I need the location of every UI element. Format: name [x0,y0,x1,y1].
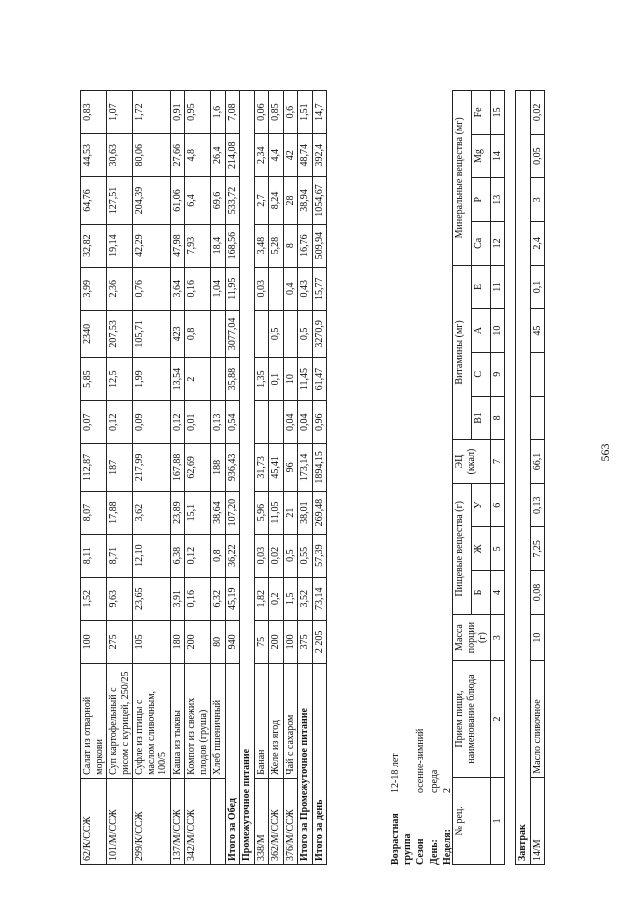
menu-table-bottom [452,90,545,865]
week-value: 2 [442,788,453,793]
value-cell: 30,63 [107,134,133,177]
value-cell: 2,7 [254,177,269,224]
season-label: Сезон [415,838,426,865]
value-cell: 4,8 [185,134,211,177]
value-cell: 275 [107,620,133,663]
value-cell: 1,35 [254,358,269,401]
value-cell: 0,5 [269,310,284,357]
value-cell: 188 [211,444,226,491]
dish-name: Чай с сахаром [283,663,298,778]
total-value: 16,76 [298,224,313,267]
total-value: 936,43 [225,444,240,491]
value-cell: 21 [283,491,298,534]
value-cell: 0,76 [133,267,171,310]
total-value: 38,01 [298,491,313,534]
breakfast-section-row [516,91,531,865]
total-value: 3077,04 [225,310,240,357]
value-cell: 0,02 [530,91,545,135]
total-value: 392,4 [312,134,327,177]
value-cell: 19,14 [107,224,133,267]
value-cell: 80,06 [133,134,171,177]
value-cell: 0,12 [185,534,211,577]
total-value: 57,39 [312,534,327,577]
value-cell [269,267,284,310]
subheader-cell: Р [471,178,490,222]
menu-table-top-body [81,91,327,865]
total-value: 0,54 [225,401,240,444]
value-cell: 2 [185,358,211,401]
value-cell: 2340 [81,310,107,357]
value-cell: 23,89 [170,491,185,534]
table-row [283,91,298,865]
value-cell: 26,4 [211,134,226,177]
value-cell: 1,72 [133,91,171,134]
value-cell: 7,93 [185,224,211,267]
total-value: 1,51 [298,91,313,134]
value-cell: 105 [133,620,171,663]
value-cell: 45 [530,309,545,353]
total-value: 11,95 [225,267,240,310]
table-row [81,91,107,865]
subheader-cell: С [471,352,490,396]
value-cell: 200 [269,620,284,663]
total-value: 509,94 [312,224,327,267]
index-cell: 7 [490,440,505,484]
value-cell: 31,73 [254,444,269,491]
value-cell: 4,4 [269,134,284,177]
table-row [133,91,171,865]
header-mass: Масса порции (г) [453,614,491,661]
value-cell [283,310,298,357]
value-cell: 187 [107,444,133,491]
value-cell: 0,08 [530,571,545,615]
value-cell: 2,4 [530,222,545,266]
value-cell: 217,99 [133,444,171,491]
total-value: 15,77 [312,267,327,310]
value-cell: 0,16 [185,577,211,620]
index-cell: 14 [490,134,505,178]
value-cell [254,401,269,444]
total-value: 940 [225,620,240,663]
subheader-cell: Са [471,222,490,266]
value-cell: 3,91 [170,577,185,620]
total-value: 269,48 [312,491,327,534]
value-cell: 75 [254,620,269,663]
index-cell: 3 [490,614,505,661]
value-cell: 2,34 [254,134,269,177]
value-cell: 3,64 [170,267,185,310]
value-cell: 42,29 [133,224,171,267]
value-cell [254,310,269,357]
value-cell: 17,88 [107,491,133,534]
total-value: 168,56 [225,224,240,267]
value-cell: 207,53 [107,310,133,357]
index-cell: 11 [490,265,505,309]
value-cell: 12,10 [133,534,171,577]
value-cell [530,352,545,396]
value-cell: 80 [211,620,226,663]
value-cell: 0,8 [211,534,226,577]
total-value: 35,88 [225,358,240,401]
index-cell: 13 [490,178,505,222]
value-cell: 64,76 [81,177,107,224]
table-row [170,91,185,865]
total-value: 73,14 [312,577,327,620]
value-cell: 0,01 [185,401,211,444]
value-cell [211,310,226,357]
value-cell: 3,48 [254,224,269,267]
total-value: 0,5 [298,310,313,357]
value-cell: 0,04 [283,401,298,444]
header-nutrients: Пищевые вещества (г) [453,483,472,614]
value-cell [211,358,226,401]
meta-block [390,725,456,865]
value-cell: 1,04 [211,267,226,310]
value-cell: 1,07 [107,91,133,134]
index-cell: 5 [490,527,505,571]
value-cell [269,401,284,444]
recipe-code: 376/М/ССЖ [283,778,298,864]
value-cell: 1,5 [283,577,298,620]
total-value: 1894,15 [312,444,327,491]
value-cell: 23,65 [133,577,171,620]
subheader-cell: Е [471,265,490,309]
recipe-code: 338/М [254,778,269,864]
value-cell: 44,53 [81,134,107,177]
value-cell: 0,07 [81,401,107,444]
day-label: День: [428,839,440,865]
table-row [211,91,226,865]
dish-name: Желе из ягод [269,663,284,778]
total-value: 3,52 [298,577,313,620]
snack-section-row [240,91,255,865]
total-value: 533,72 [225,177,240,224]
value-cell: 61,06 [170,177,185,224]
recipe-code: 362/М/ССЖ [269,778,284,864]
total-label: Итого за Обед [225,663,240,864]
value-cell: 1,82 [254,577,269,620]
table-row [185,91,211,865]
total-value: 107,20 [225,491,240,534]
recipe-code: 137/М/ССЖ [170,778,185,864]
value-cell: 0,09 [133,401,171,444]
subheader-cell: Б [471,571,490,615]
value-cell: 62,69 [185,444,211,491]
value-cell: 8 [283,224,298,267]
value-cell: 10 [283,358,298,401]
value-cell: 112,87 [81,444,107,491]
total-lunch-row [225,91,240,865]
total-value: 173,14 [298,444,313,491]
value-cell: 5,96 [254,491,269,534]
value-cell: 1,99 [133,358,171,401]
total-value: 14,7 [312,91,327,134]
value-cell: 15,1 [185,491,211,534]
value-cell: 180 [170,620,185,663]
value-cell: 5,85 [81,358,107,401]
value-cell: 28 [283,177,298,224]
value-cell: 100 [81,620,107,663]
value-cell: 0,4 [283,267,298,310]
value-cell: 8,71 [107,534,133,577]
value-cell: 423 [170,310,185,357]
value-cell: 8,24 [269,177,284,224]
menu-table-top [80,90,327,865]
value-cell: 3 [530,178,545,222]
table-row [530,91,545,865]
index-cell: 15 [490,91,505,135]
week-label: Неделя: [442,829,453,865]
subheader-cell: Fe [471,91,490,135]
value-cell: 9,63 [107,577,133,620]
value-cell: 42 [283,134,298,177]
value-cell: 13,54 [170,358,185,401]
index-cell: 8 [490,396,505,440]
value-cell: 0,03 [254,267,269,310]
total-day-row [312,91,327,865]
value-cell: 32,82 [81,224,107,267]
value-cell: 0,95 [185,91,211,134]
index-cell: 2 [490,661,505,777]
value-cell: 1,52 [81,577,107,620]
value-cell: 45,41 [269,444,284,491]
value-cell: 6,4 [185,177,211,224]
value-cell: 0,6 [283,91,298,134]
subheader-cell: Ж [471,527,490,571]
index-cell: 10 [490,309,505,353]
value-cell: 0,02 [269,534,284,577]
total-value: 1054,67 [312,177,327,224]
header-vitamins: Витамины (мг) [453,265,472,440]
value-cell: 96 [283,444,298,491]
value-cell: 38,64 [211,491,226,534]
value-cell: 167,88 [170,444,185,491]
index-cell: 12 [490,222,505,266]
table-row [254,91,269,865]
total-value: 214,08 [225,134,240,177]
value-cell: 12,5 [107,358,133,401]
value-cell: 0,06 [254,91,269,134]
header-minerals: Минеральные вещества (мг) [453,91,472,266]
subheader-cell: А [471,309,490,353]
total-label: Итого за Промежуточное питание [298,663,313,864]
value-cell: 66,1 [530,440,545,484]
value-cell: 204,39 [133,177,171,224]
season-value: осенне-зимний [415,728,426,793]
total-value: 0,55 [298,534,313,577]
value-cell: 0,5 [283,534,298,577]
value-cell: 5,28 [269,224,284,267]
dish-name: Масло сливочное [530,661,545,777]
value-cell: 18,4 [211,224,226,267]
day-value: среда [428,769,440,793]
total-value: 375 [298,620,313,663]
value-cell: 27,66 [170,134,185,177]
total-value: 61,47 [312,358,327,401]
subheader-cell: Мg [471,134,490,178]
index-cell: 9 [490,352,505,396]
total-value: 45,19 [225,577,240,620]
value-cell: 1,6 [211,91,226,134]
value-cell: 0,13 [530,483,545,527]
dish-name: Банан [254,663,269,778]
total-value: 7,08 [225,91,240,134]
subheader-cell: У [471,483,490,527]
total-snack-row [298,91,313,865]
index-cell: 1 [490,777,505,864]
value-cell: 0,03 [254,534,269,577]
value-cell: 47,98 [170,224,185,267]
total-value: 36,22 [225,534,240,577]
value-cell: 69,6 [211,177,226,224]
value-cell: 8,07 [81,491,107,534]
recipe-code: 342/М/ССЖ [185,778,211,864]
recipe-code: 62/К/ССЖ [81,778,107,864]
value-cell: 100 [283,620,298,663]
value-cell: 6,32 [211,577,226,620]
value-cell [530,396,545,440]
subheader-cell: В1 [471,396,490,440]
dish-name: Хлеб пшеничный [211,663,226,778]
header-dish-name: Прием пищи, наименование блюда [453,661,491,777]
value-cell: 127,51 [107,177,133,224]
dish-name: Суп картофельный с рисом с курицей, 250/25 [107,663,133,778]
dish-name: Компот из свежих плодов (груша) [185,663,211,778]
dish-name: Салат из отварной моркови [81,663,107,778]
value-cell: 0,05 [530,134,545,178]
value-cell: 105,71 [133,310,171,357]
value-cell: 0,91 [170,91,185,134]
value-cell: 0,1 [530,265,545,309]
value-cell: 3,99 [81,267,107,310]
value-cell: 0,13 [211,401,226,444]
total-value: 48,74 [298,134,313,177]
value-cell: 0,2 [269,577,284,620]
value-cell: 3,62 [133,491,171,534]
table-row [269,91,284,865]
value-cell: 0,85 [269,91,284,134]
index-cell: 6 [490,483,505,527]
value-cell: 8,11 [81,534,107,577]
header-index-row [490,91,505,865]
value-cell: 0,16 [185,267,211,310]
recipe-code: 14/М [530,777,545,864]
spacer-row [505,91,516,865]
total-value: 2 205 [312,620,327,663]
header-energy: ЭЦ (ккал) [453,440,491,484]
dish-name: Каша из тыквы [170,663,185,778]
value-cell: 2,36 [107,267,133,310]
value-cell: 200 [185,620,211,663]
total-value: 0,43 [298,267,313,310]
total-value: 0,96 [312,401,327,444]
value-cell: 0,12 [170,401,185,444]
value-cell: 0,83 [81,91,107,134]
recipe-code: 101/М/ССЖ [107,778,133,864]
index-cell: 4 [490,571,505,615]
header-row-1 [453,91,472,865]
recipe-code: 299/К/ССЖ [133,778,171,864]
recipe-code [211,778,226,864]
value-cell: 11,05 [269,491,284,534]
total-value: 11,45 [298,358,313,401]
value-cell: 0,12 [107,401,133,444]
total-value: 3270,9 [312,310,327,357]
value-cell: 10 [530,614,545,661]
value-cell: 6,38 [170,534,185,577]
total-value: 38,94 [298,177,313,224]
age-label: Возрастная группа [390,813,413,865]
spacer-cell [505,91,516,865]
snack-title: Промежуточное питание [240,91,255,865]
breakfast-title: Завтрак [516,91,531,865]
page-number: 563 [598,443,612,462]
total-value: 0,04 [298,401,313,444]
header-recipe-num: № рец. [453,777,491,864]
value-cell: 7,25 [530,527,545,571]
total-label: Итого за день [312,663,327,864]
dish-name: Суфле из птицы с маслом сливочным, 100/5 [133,663,171,778]
value-cell: 0,8 [185,310,211,357]
value-cell: 0,1 [269,358,284,401]
table-row [107,91,133,865]
age-value: 12-18 лет [390,753,401,793]
